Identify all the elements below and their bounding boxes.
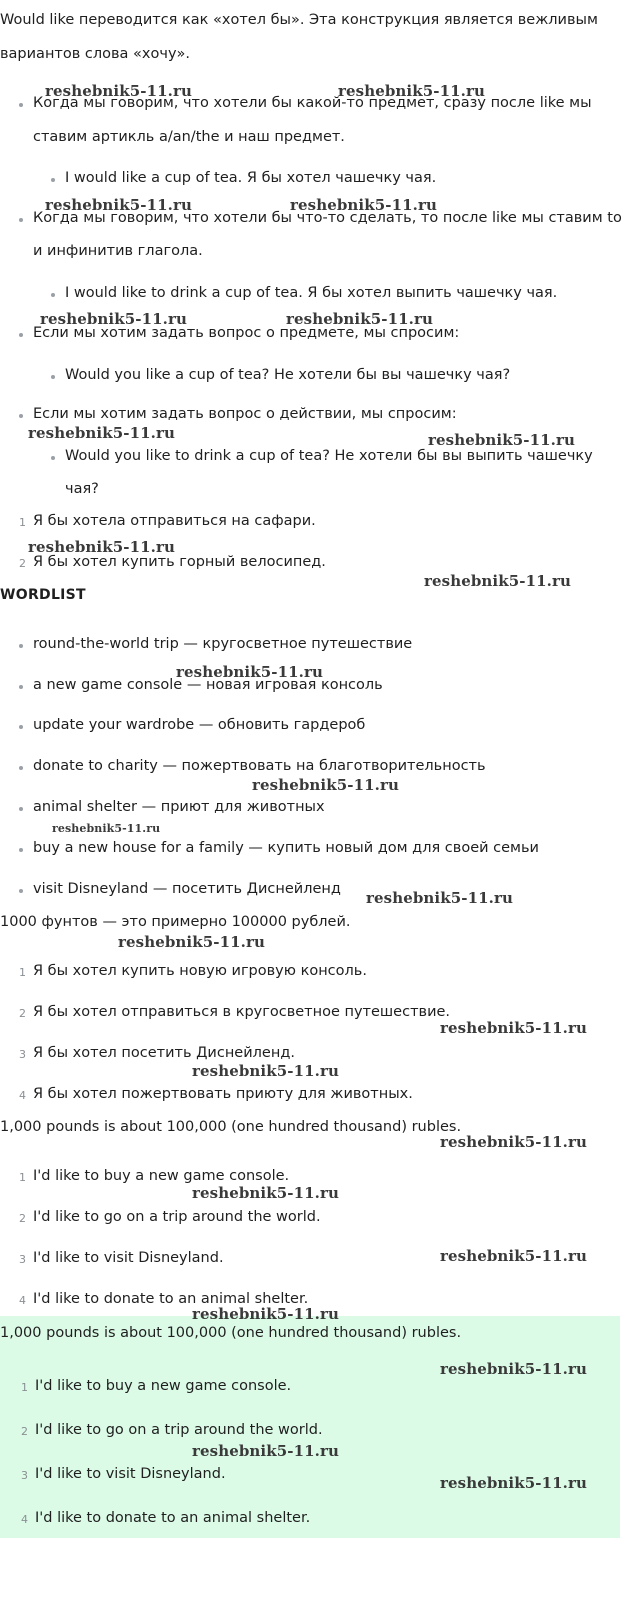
answer-en-text: I'd like to donate to an animal shelter. [33, 1291, 309, 1307]
answer-ru-text: Я бы хотел отправиться в кругосветное путешествие. [33, 1004, 451, 1020]
rule-2-line-1: Когда мы говорим, что хотели бы что-то сделать, то после like мы ставим to [33, 210, 622, 226]
rule-1-line-2: ставим артикль a/an/the и наш предмет. [33, 129, 345, 145]
answer-en-text: I'd like to buy a new game console. [33, 1168, 290, 1184]
watermark: reshebnik5-11.ru [52, 822, 161, 835]
watermark: reshebnik5-11.ru [440, 1019, 587, 1037]
wordlist-item: donate to charity — пожертвовать на благотворительность [33, 758, 486, 774]
rule-2-line-2: и инфинитив глагола. [33, 243, 203, 259]
rule-4-example-line-2: чая? [65, 481, 99, 497]
watermark: reshebnik5-11.ru [45, 82, 192, 100]
watermark: reshebnik5-11.ru [176, 663, 323, 681]
watermark: reshebnik5-11.ru [192, 1062, 339, 1080]
watermark: reshebnik5-11.ru [192, 1184, 339, 1202]
watermark: reshebnik5-11.ru [424, 572, 571, 590]
intro-line-1: Would like переводится как «хотел бы». Эта конструкция является вежливым [0, 12, 598, 28]
watermark: reshebnik5-11.ru [28, 538, 175, 556]
watermark: reshebnik5-11.ru [290, 196, 437, 214]
highlight-answer-text: I'd like to donate to an animal shelter. [35, 1510, 311, 1526]
answer2-text: Я бы хотел купить горный велосипед. [33, 554, 326, 570]
answer2-num: 2 [19, 557, 26, 570]
answer-ru-text: Я бы хотел посетить Диснейленд. [33, 1045, 295, 1061]
watermark: reshebnik5-11.ru [45, 196, 192, 214]
highlight-answer-text: I'd like to buy a new game console. [35, 1378, 292, 1394]
highlight-answer-text: I'd like to visit Disneyland. [35, 1466, 226, 1482]
rule-4-line-1: Если мы хотим задать вопрос о действии, мы спросим: [33, 406, 457, 422]
answer1-text: Я бы хотела отправиться на сафари. [33, 513, 316, 529]
highlight-answer-num: 3 [21, 1469, 28, 1482]
highlight-answer-text: I'd like to go on a trip around the world. [35, 1422, 323, 1438]
rule-4-example-line-1: Would you like to drink a cup of tea? Не хотели бы вы выпить чашечку [65, 448, 593, 464]
watermark: reshebnik5-11.ru [40, 310, 187, 328]
watermark: reshebnik5-11.ru [192, 1442, 339, 1460]
highlight-answer-num: 1 [21, 1381, 28, 1394]
watermark: reshebnik5-11.ru [428, 431, 575, 449]
watermark: reshebnik5-11.ru [28, 424, 175, 442]
answer-ru-num: 1 [19, 966, 26, 979]
answer-en-text: I'd like to go on a trip around the world. [33, 1209, 321, 1225]
wordlist-item: buy a new house for a family — купить новый дом для своей семьи [33, 840, 539, 856]
watermark: reshebnik5-11.ru [440, 1360, 587, 1378]
watermark: reshebnik5-11.ru [338, 82, 485, 100]
answer-ru-num: 2 [19, 1007, 26, 1020]
answer-en-num: 1 [19, 1171, 26, 1184]
highlight-answer-num: 4 [21, 1513, 28, 1526]
answer-en-text: I'd like to visit Disneyland. [33, 1250, 224, 1266]
answer-ru-text: Я бы хотел пожертвовать приюту для животных. [33, 1086, 413, 1102]
wordlist-item: visit Disneyland — посетить Диснейленд [33, 881, 341, 897]
wordlist-item: round-the-world trip — кругосветное путешествие [33, 636, 413, 652]
answer-en-num: 3 [19, 1253, 26, 1266]
rule-1-line-1: Когда мы говорим, что хотели бы какой-то предмет, сразу после like мы [33, 95, 592, 111]
watermark: reshebnik5-11.ru [440, 1133, 587, 1151]
rule-3-example: Would you like a cup of tea? Не хотели бы вы чашечку чая? [65, 367, 511, 383]
wordlist-heading: WORDLIST [0, 587, 86, 603]
wordlist-item: a new game console — новая игровая консоль [33, 677, 383, 693]
answer-ru-text: Я бы хотел купить новую игровую консоль. [33, 963, 367, 979]
pounds-ru: 1000 фунтов — это примерно 100000 рублей. [0, 914, 351, 930]
answer-en-num: 4 [19, 1294, 26, 1307]
pounds-en: 1,000 pounds is about 100,000 (one hundred thousand) rubles. [0, 1119, 462, 1135]
answer-ru-num: 4 [19, 1089, 26, 1102]
watermark: reshebnik5-11.ru [440, 1247, 587, 1265]
highlight-pounds: 1,000 pounds is about 100,000 (one hundred thousand) rubles. [0, 1325, 462, 1341]
rule-1-example: I would like a cup of tea. Я бы хотел чашечку чая. [65, 170, 437, 186]
watermark: reshebnik5-11.ru [118, 933, 265, 951]
watermark: reshebnik5-11.ru [286, 310, 433, 328]
wordlist-item: animal shelter — приют для животных [33, 799, 325, 815]
watermark: reshebnik5-11.ru [366, 889, 513, 907]
rule-3-line-1: Если мы хотим задать вопрос о предмете, мы спросим: [33, 325, 460, 341]
wordlist-item: update your wardrobe — обновить гардероб [33, 717, 366, 733]
watermark: reshebnik5-11.ru [192, 1305, 339, 1323]
watermark: reshebnik5-11.ru [440, 1474, 587, 1492]
intro-line-2: вариантов слова «хочу». [0, 46, 191, 62]
answer-en-num: 2 [19, 1212, 26, 1225]
answer-ru-num: 3 [19, 1048, 26, 1061]
answer1-num: 1 [19, 516, 26, 529]
highlight-answer-num: 2 [21, 1425, 28, 1438]
watermark: reshebnik5-11.ru [252, 776, 399, 794]
rule-2-example: I would like to drink a cup of tea. Я бы хотел выпить чашечку чая. [65, 285, 558, 301]
